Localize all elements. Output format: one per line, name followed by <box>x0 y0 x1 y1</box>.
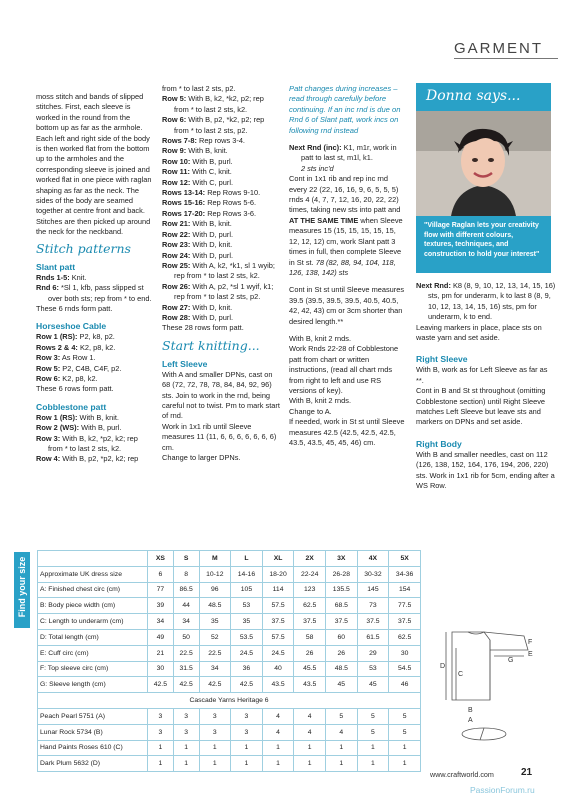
table-cell: 4 <box>294 708 326 724</box>
table-cell: 96 <box>199 582 231 598</box>
pattern-row: Row 9: With B, knit. <box>162 146 228 156</box>
row-label: G: Sleeve length (cm) <box>38 677 148 693</box>
horseshoe-rows <box>36 332 154 394</box>
column-4 <box>416 281 556 492</box>
horseshoe-row: Row 3: As Row 1. <box>36 353 96 363</box>
table-cell: 3 <box>199 708 231 724</box>
pattern-row: Row 27: With D, knit. <box>162 302 233 312</box>
diagram-letter-g: G <box>508 657 514 664</box>
pattern-row: Row 26: With A, p2, *sl 1 wyif, k1; rep from * to last 2 sts, p2. <box>162 281 274 302</box>
right-sleeve-heading: Right Sleeve <box>416 354 468 365</box>
left-sleeve-text-2: Work in 1x1 rib until Sleeve measures 11 (11, 6, 6, 6, 6, 6, 6, 6) cm. <box>162 421 277 452</box>
pattern-row: Row 6: With B, p2, *k2, p2; rep from * to last 2 sts, p2. <box>162 115 265 135</box>
table-cell: 36 <box>231 661 263 677</box>
table-cell: 105 <box>231 582 263 598</box>
garment-diagram <box>428 600 556 770</box>
pattern-row: Row 11: With C, knit. <box>162 167 232 177</box>
table-cell: 42.5 <box>173 677 199 693</box>
table-cell: 6 <box>148 566 174 582</box>
table-cell: 5 <box>357 724 389 740</box>
horseshoe-row: These 6 rows form patt. <box>36 384 114 394</box>
table-row <box>38 708 421 724</box>
table-cell: 40 <box>262 661 294 677</box>
table-row <box>38 661 421 677</box>
table-row <box>38 677 421 693</box>
table-cell: 37.5 <box>326 614 358 630</box>
table-cell: 53 <box>357 661 389 677</box>
table-cell: 114 <box>262 582 294 598</box>
right-body-heading: Right Body <box>416 438 462 449</box>
table-cell: 34-36 <box>389 566 421 582</box>
table-cell: 37.5 <box>262 614 294 630</box>
table-cell: 43.5 <box>294 677 326 693</box>
table-cell: 18-20 <box>262 566 294 582</box>
table-cell: 46 <box>389 677 421 693</box>
table-cell: 57.5 <box>262 598 294 614</box>
para7: If needed, work in St st until Sleeve measures 42.5 (42.5, 42.5, 42.5, 43.5, 43.5, 45, 45, 46) cm. <box>289 417 405 447</box>
pattern-row: Row 23: With D, knit. <box>162 240 233 250</box>
table-cell: 34 <box>173 614 199 630</box>
table-cell: 1 <box>357 756 389 772</box>
horseshoe-row: Row 5: P2, C4B, C4F, p2. <box>36 363 122 373</box>
row-label: A: Finished chest circ (cm) <box>38 582 148 598</box>
table-cell: 30-32 <box>357 566 389 582</box>
para5: With B, knit 2 rnds. <box>289 396 352 406</box>
table-cell: 45.5 <box>294 661 326 677</box>
table-cell: 5 <box>326 708 358 724</box>
cobblestone-rows <box>36 413 154 465</box>
table-cell: 1 <box>173 740 199 756</box>
row-label: F: Top sleeve circ (cm) <box>38 661 148 677</box>
size-header: 2X <box>294 551 326 567</box>
table-cell: 60 <box>326 629 358 645</box>
table-cell: 45 <box>326 677 358 693</box>
table-cell: 68.5 <box>326 598 358 614</box>
table-cell: 35 <box>199 614 231 630</box>
table-cell: 5 <box>389 708 421 724</box>
table-cell: 4 <box>326 724 358 740</box>
table-cell: 73 <box>357 598 389 614</box>
para2: Cont in St st until Sleeve measures 39.5 (39.5, 39.5, 39.5, 40.5, 40.5, 42, 42, 43) cm or 3cm shorter than desired length.** <box>289 285 405 326</box>
pattern-row: Row 12: With C, purl. <box>162 177 234 187</box>
table-cell: 1 <box>357 740 389 756</box>
table-cell: 3 <box>173 724 199 740</box>
horseshoe-row: Rows 2 & 4: K2, p8, k2. <box>36 342 116 352</box>
table-cell: 24.5 <box>262 645 294 661</box>
watermark-site: PassionForum.ru <box>470 785 535 795</box>
table-cell: 35 <box>231 614 263 630</box>
size-header: XL <box>262 551 294 567</box>
table-cell: 26 <box>294 645 326 661</box>
left-sleeve-text: With A and smaller DPNs, cast on 68 (72, 72, 78, 78, 84, 84, 92, 96) sts. Join to work in the rnd, being careful not to twist. Pm to mark start of rnd. <box>162 369 280 421</box>
pattern-row: Row 10: With B, purl. <box>162 156 233 166</box>
pattern-row: Row 22: With D, purl. <box>162 229 234 239</box>
table-row <box>38 756 421 772</box>
donna-says-box <box>416 83 551 273</box>
next-rnd-label: Next Rnd (inc): <box>289 143 342 153</box>
next-rnd-text: K1, m1r, work in patt to last st, m1l, k1. <box>301 143 397 163</box>
para1-end: when Sleeve measures 15 (15, 15, 15, 15, 15, 12, 12, 12) cm, work Slant patt 3 times in full, then complete Sleeve in St st. <box>289 215 403 267</box>
table-row <box>38 629 421 645</box>
right-sleeve-text-2: Cont in B and St st throughout (omitting Cobblestone section) until Right Sleeve matches Left Sleeve but leave sts and markers on DPNs and set aside. <box>416 386 546 427</box>
table-cell: 3 <box>173 708 199 724</box>
slant-row: These 6 rnds form patt. <box>36 303 113 313</box>
size-header <box>38 551 148 567</box>
table-cell: 61.5 <box>357 629 389 645</box>
table-cell: 50 <box>173 629 199 645</box>
diagram-letter-b: B <box>468 707 473 714</box>
row-label: C: Length to underarm (cm) <box>38 614 148 630</box>
left-sleeve-heading: Left Sleeve <box>162 358 208 369</box>
row-label: Hand Paints Roses 610 (C) <box>38 740 148 756</box>
pattern-row: Row 21: With B, knit. <box>162 219 232 229</box>
table-cell: 1 <box>231 740 263 756</box>
table-cell: 1 <box>389 740 421 756</box>
donna-title: Donna says... <box>426 88 521 104</box>
table-cell: 48.5 <box>199 598 231 614</box>
para1-bold: AT THE SAME TIME <box>289 215 359 225</box>
table-cell: 8 <box>173 566 199 582</box>
pattern-row: Row 5: With B, k2, *k2, p2; rep from * to last 2 sts, k2. <box>162 94 264 114</box>
table-cell: 37.5 <box>389 614 421 630</box>
table-cell: 39 <box>148 598 174 614</box>
table-cell: 57.5 <box>262 629 294 645</box>
diagram-letter-f: F <box>528 639 533 646</box>
table-cell: 62.5 <box>294 598 326 614</box>
table-cell: 1 <box>262 740 294 756</box>
table-cell: 77.5 <box>389 598 421 614</box>
size-header: S <box>173 551 199 567</box>
table-row <box>38 582 421 598</box>
slant-row: Rnds 1-5: Knit. <box>36 272 87 282</box>
pattern-row: Row 24: With D, purl. <box>162 250 234 260</box>
horseshoe-heading: Horseshoe Cable <box>36 321 107 332</box>
table-cell: 29 <box>357 645 389 661</box>
size-header: M <box>199 551 231 567</box>
table-row <box>38 566 421 582</box>
table-cell: 3 <box>148 724 174 740</box>
size-header: XS <box>148 551 174 567</box>
table-cell: 21 <box>148 645 174 661</box>
table-cell: 10-12 <box>199 566 231 582</box>
pattern-row: Rows 7-8: Rep rows 3-4. <box>162 136 245 146</box>
pattern-row: from * to last 2 sts, p2. <box>162 84 236 93</box>
table-cell: 54.5 <box>389 661 421 677</box>
table-cell: 154 <box>389 582 421 598</box>
right-body-text: With B and smaller needles, cast on 112 (126, 138, 152, 164, 176, 194, 206, 220) sts. Work in 1x1 rib for 5cm, ending after a WS Row. <box>416 449 555 491</box>
stitch-patterns-heading: Stitch patterns <box>36 240 131 256</box>
para4: Work Rnds 22-28 of Cobblestone patt from chart or written instructions, (read all chart rnds from right to left and use RS versions of key). <box>289 344 399 395</box>
table-cell: 34 <box>199 661 231 677</box>
slant-rows <box>36 273 154 315</box>
table-cell: 77 <box>148 582 174 598</box>
next-rnd-label-2: Next Rnd: <box>416 281 451 290</box>
pattern-row: These 28 rows form patt. <box>162 323 244 333</box>
table-cell: 43.5 <box>262 677 294 693</box>
cobblestone-heading: Cobblestone patt <box>36 401 107 412</box>
column-3 <box>289 84 407 448</box>
slant-row: Rnd 6: *Sl 1, kfb, pass slipped st over both sts; rep from * to end. <box>36 283 152 303</box>
table-cell: 30 <box>148 661 174 677</box>
right-sleeve-text-1: With B, work as for Left Sleeve as far as **. <box>416 365 548 385</box>
page-number: 21 <box>521 767 533 778</box>
row-label: Approximate UK dress size <box>38 566 148 582</box>
table-cell: 5 <box>357 708 389 724</box>
table-cell: 4 <box>294 724 326 740</box>
pattern-row: Row 28: With D, purl. <box>162 312 234 322</box>
table-cell: 58 <box>294 629 326 645</box>
table-cell: 37.5 <box>357 614 389 630</box>
table-cell: 31.5 <box>173 661 199 677</box>
table-cell: 1 <box>326 756 358 772</box>
find-your-size-label: Find your size <box>14 552 30 628</box>
cobblestone-row: Row 1 (RS): With B, knit. <box>36 412 119 422</box>
cobblestone-row: Row 4: With B, p2, *p2, k2; rep <box>36 454 139 464</box>
table-cell: 14-16 <box>231 566 263 582</box>
table-cell: 42.5 <box>148 677 174 693</box>
table-cell: 26-28 <box>326 566 358 582</box>
column-1 <box>36 92 154 465</box>
table-cell: 26 <box>326 645 358 661</box>
table-cell: 3 <box>231 724 263 740</box>
pattern-rows <box>162 84 280 334</box>
table-cell: 62.5 <box>389 629 421 645</box>
table-cell: 53 <box>231 598 263 614</box>
table-cell: 53.5 <box>231 629 263 645</box>
table-cell: 3 <box>148 708 174 724</box>
section-title: GARMENT <box>454 40 543 57</box>
horseshoe-row: Row 1 (RS): P2, k8, p2. <box>36 332 115 342</box>
table-cell: 52 <box>199 629 231 645</box>
para3: With B, knit 2 rnds. <box>289 333 352 343</box>
table-cell: 22.5 <box>173 645 199 661</box>
para6: Change to A. <box>289 406 332 416</box>
footer-url[interactable]: www.craftworld.com <box>430 770 494 779</box>
table-cell: 1 <box>262 756 294 772</box>
table-row <box>38 614 421 630</box>
diagram-letter-a: A <box>468 717 473 724</box>
slant-heading: Slant patt <box>36 261 76 272</box>
cobblestone-row: Row 3: With B, k2, *p2, k2; rep from * to last 2 sts, k2. <box>36 433 138 453</box>
next-rnd-text-2: K8 (8, 9, 10, 12, 13, 14, 15, 16) sts, pm for underarm, k to last 8 (8, 9, 10, 12, 13, 14, 15, 16) sts, pm for underarm, k to end. <box>428 281 556 322</box>
table-cell: 1 <box>294 740 326 756</box>
table-cell: 4 <box>262 708 294 724</box>
table-cell: 1 <box>294 756 326 772</box>
table-cell: 37.5 <box>294 614 326 630</box>
section-rule <box>454 58 558 59</box>
size-header: 4X <box>357 551 389 567</box>
table-cell: 34 <box>148 614 174 630</box>
left-sleeve-text-3: Change to larger DPNs. <box>162 453 241 462</box>
table-row <box>38 645 421 661</box>
row-label: D: Total length (cm) <box>38 629 148 645</box>
horseshoe-row: Row 6: K2, p8, k2. <box>36 373 98 383</box>
table-cell: 22.5 <box>199 645 231 661</box>
table-cell: 1 <box>173 756 199 772</box>
diagram-letter-c: C <box>458 671 464 678</box>
table-cell: 22-24 <box>294 566 326 582</box>
para1-ital: 78 (82, 88, 94, 104, 118, 126, 138, 142) sts <box>289 257 396 277</box>
table-cell: 1 <box>389 756 421 772</box>
table-cell: 1 <box>148 740 174 756</box>
table-cell: 24.5 <box>231 645 263 661</box>
intro-text: moss stitch and bands of slipped stitches. First, each sleeve is worked in the round from the bottom up as far as the armhole. Each left and right side of the body is then worked flat from the bottom up to the armholes and the corresponding sleeve is joined and worked flat in one piece with raglan shaping as far as the neck. The sides of the body are seamed together at centre front and back. Stitches are then picked up around the neck for the neckband. <box>36 92 152 237</box>
table-cell: 4 <box>262 724 294 740</box>
table-cell: 3 <box>199 724 231 740</box>
donna-photo <box>416 111 551 216</box>
row-label: Lunar Rock 5734 (B) <box>38 724 148 740</box>
table-cell: 1 <box>148 756 174 772</box>
sts-inc: 2 sts inc'd <box>301 163 334 173</box>
pattern-row: Rows 13-14: Rep Rows 9-10. <box>162 188 261 198</box>
yarn-header: Cascade Yarns Heritage 6 <box>38 693 421 709</box>
diagram-letter-d: D <box>440 663 446 670</box>
size-table <box>37 550 421 772</box>
row-label: Peach Pearl 5751 (A) <box>38 708 148 724</box>
table-cell: 30 <box>389 645 421 661</box>
table-cell: 5 <box>389 724 421 740</box>
table-cell: 1 <box>326 740 358 756</box>
table-cell: 42.5 <box>231 677 263 693</box>
pattern-row: Rows 15-16: Rep Rows 5-6. <box>162 198 257 208</box>
table-cell: 3 <box>231 708 263 724</box>
diagram-letter-e: E <box>528 651 533 658</box>
para1: Cont in 1x1 rib and rep inc rnd every 22 (22, 16, 16, 9, 6, 5, 5, 5) rnds 4 (4, 7, 7, 12, 16, 20, 22, 22) times, taking new sts into patt and <box>289 174 401 215</box>
start-knitting-heading: Start knitting... <box>162 337 260 353</box>
pattern-row: Rows 17-20: Rep Rows 3-6. <box>162 208 257 218</box>
pattern-row: Row 25: With A, k2, *k1, sl 1 wyib; rep from * to last 2 sts, k2. <box>162 260 275 281</box>
table-row <box>38 598 421 614</box>
table-row <box>38 740 421 756</box>
table-row <box>38 724 421 740</box>
table-cell: 1 <box>199 756 231 772</box>
donna-quote: "Village Raglan lets your creativity flow with different colours, textures, techniques, and construction to hold your interest" <box>424 222 540 258</box>
row-label: Dark Plum 5632 (D) <box>38 756 148 772</box>
callout-text: Patt changes during increases – read through carefully before continuing. If an inc rnd is due on Rnd 6 of Slant patt, work incs on following rnd instead <box>289 84 401 135</box>
table-cell: 48.5 <box>326 661 358 677</box>
row-label: B: Body piece width (cm) <box>38 598 148 614</box>
size-header: L <box>231 551 263 567</box>
table-cell: 86.5 <box>173 582 199 598</box>
table-cell: 42.5 <box>199 677 231 693</box>
cobblestone-row: Row 2 (WS): With B, purl. <box>36 423 122 433</box>
table-cell: 123 <box>294 582 326 598</box>
column-2 <box>162 84 280 463</box>
size-header: 5X <box>389 551 421 567</box>
row-label: E: Cuff circ (cm) <box>38 645 148 661</box>
table-cell: 45 <box>357 677 389 693</box>
size-header: 3X <box>326 551 358 567</box>
table-cell: 49 <box>148 629 174 645</box>
table-cell: 135.5 <box>326 582 358 598</box>
table-cell: 145 <box>357 582 389 598</box>
table-cell: 44 <box>173 598 199 614</box>
table-cell: 1 <box>199 740 231 756</box>
leave-text: Leaving markers in place, place sts on waste yarn and set aside. <box>416 322 542 343</box>
table-cell: 1 <box>231 756 263 772</box>
